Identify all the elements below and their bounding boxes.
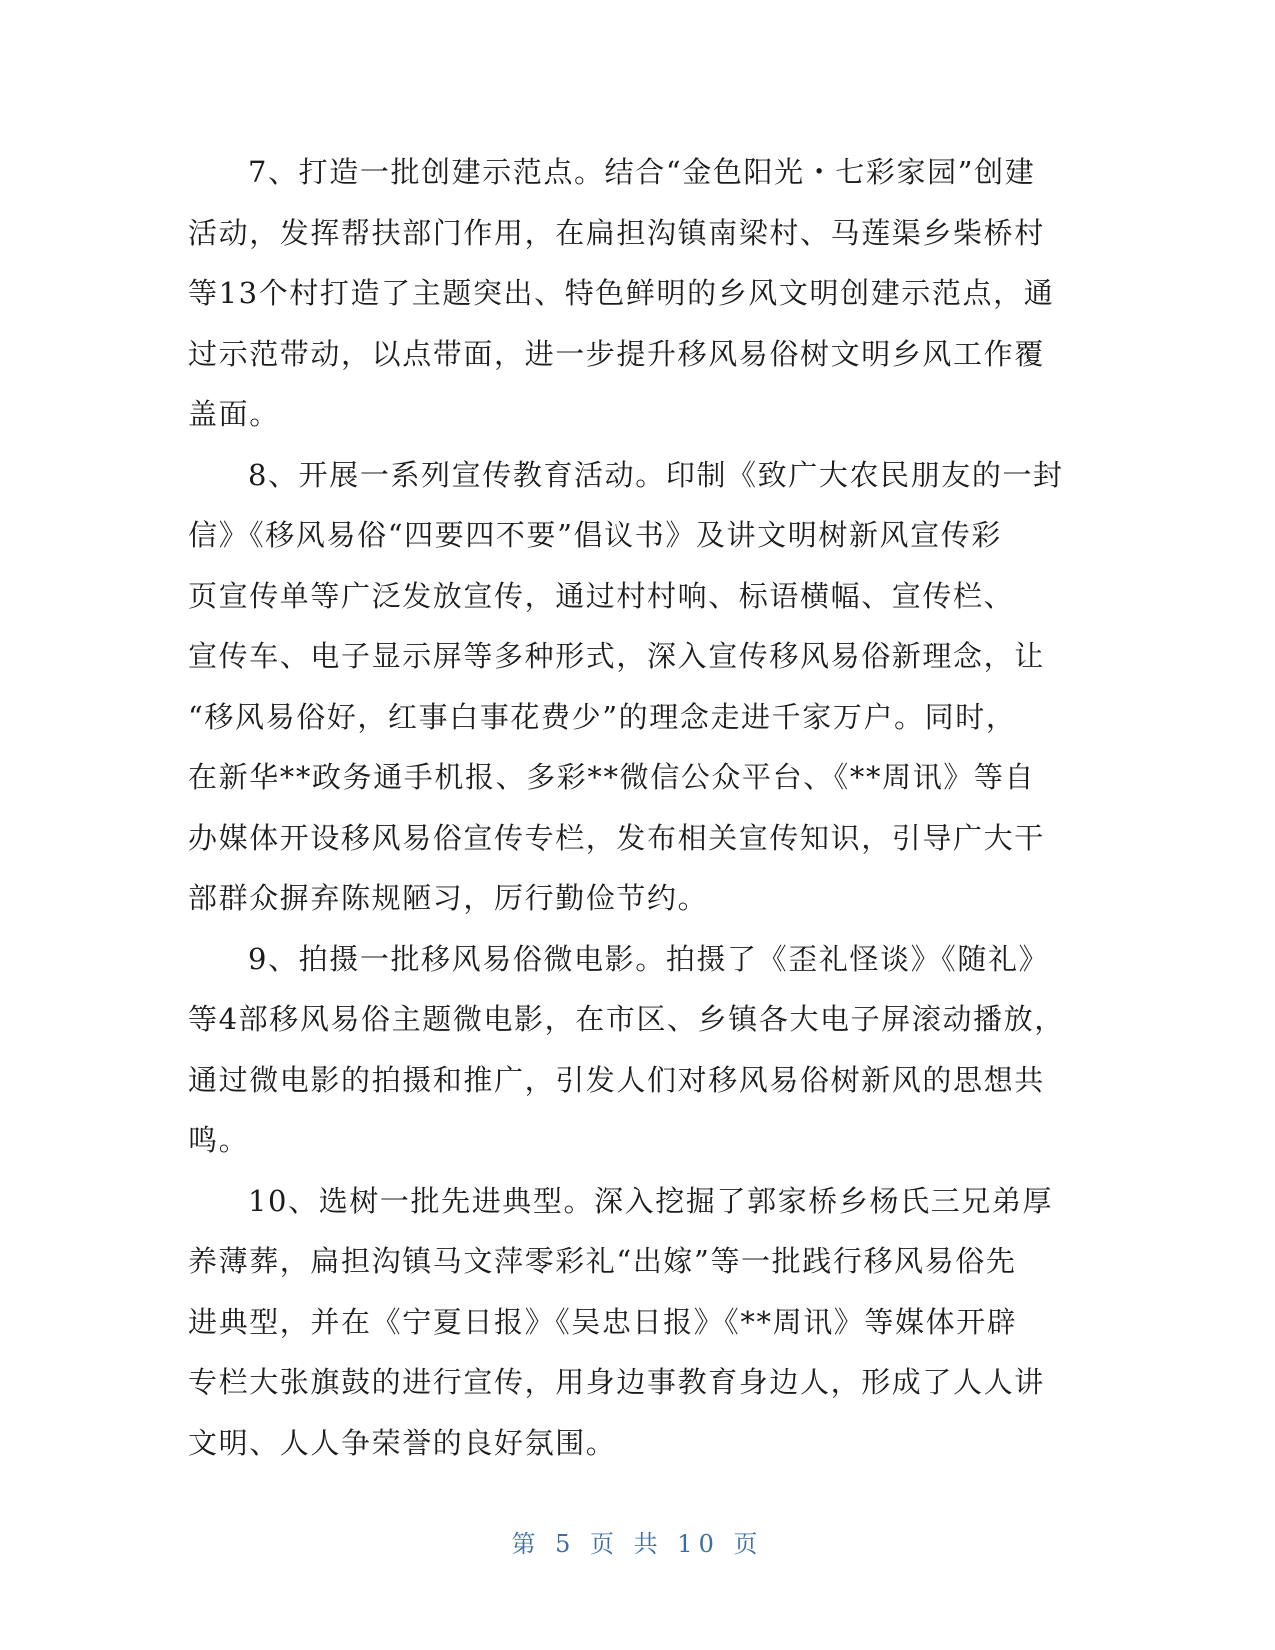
paragraph-line: 在新华**政务通手机报、多彩**微信公众平台、《**周讯》等自 [188,760,1036,794]
document-body [188,142,1068,1473]
paragraph-line: 信》《移风易俗“四要四不要”倡议书》及讲文明树新风宣传彩 [188,518,1002,552]
paragraph-line: 等4部移风易俗主题微电影，在市区、乡镇各大电子屏滚动播放， [188,1002,1065,1036]
paragraph-line: “移风易俗好，红事白事花费少”的理念走进千家万户。同时， [188,699,1017,734]
paragraph-9 [188,929,1068,1171]
paragraph-line: 10、选树一批先进典型。深入挖掘了郭家桥乡杨氏三兄弟厚 [248,1183,1054,1218]
paragraph-line: 8、开展一系列宣传教育活动。印制《致广大农民朋友的一封 [248,457,1064,492]
paragraph-line: 页宣传单等广泛发放宣传，通过村村响、标语横幅、宣传栏、 [188,578,1015,613]
paragraph-line: 文明、人人争荣誉的良好氛围。 [188,1425,617,1460]
paragraph-10 [188,1171,1068,1474]
paragraph-line: 活动，发挥帮扶部门作用，在扁担沟镇南梁村、马莲渠乡柴桥村 [188,215,1045,250]
paragraph-line: 盖面。 [188,397,280,431]
paragraph-line: 鸣。 [188,1123,250,1157]
paragraph-line: 通过微电影的拍摄和推广，引发人们对移风易俗树新风的思想共 [188,1062,1045,1097]
paragraph-line: 养薄葬，扁担沟镇马文萍零彩礼“出嫁”等一批践行移风易俗先 [188,1244,1017,1278]
paragraph-line: 过示范带动，以点带面，进一步提升移风易俗树文明乡风工作覆 [188,336,1045,371]
page-number-footer: 第 5 页 共 10 页 [511,1530,764,1558]
paragraph-8 [188,445,1068,929]
paragraph-7 [188,142,1068,445]
paragraph-line: 等13个村打造了主题突出、特色鲜明的乡风文明创建示范点，通 [188,276,1055,310]
paragraph-line: 办媒体开设移风易俗宣传专栏，发布相关宣传知识，引导广大干 [188,820,1045,855]
paragraph-line: 9、拍摄一批移风易俗微电影。拍摄了《歪礼怪谈》《随礼》 [248,941,1050,976]
paragraph-line: 专栏大张旗鼓的进行宣传，用身边事教育身边人，形成了人人讲 [188,1365,1045,1399]
paragraph-line: 宣传车、电子显示屏等多种形式，深入宣传移风易俗新理念，让 [188,639,1045,673]
paragraph-line: 部群众摒弃陈规陋习，厉行勤俭节约。 [188,881,709,915]
paragraph-line: 进典型，并在《宁夏日报》《吴忠日报》《**周讯》等媒体开辟 [188,1304,1018,1339]
paragraph-line: 7、打造一批创建示范点。结合“金色阳光・七彩家园”创建 [248,155,1036,189]
